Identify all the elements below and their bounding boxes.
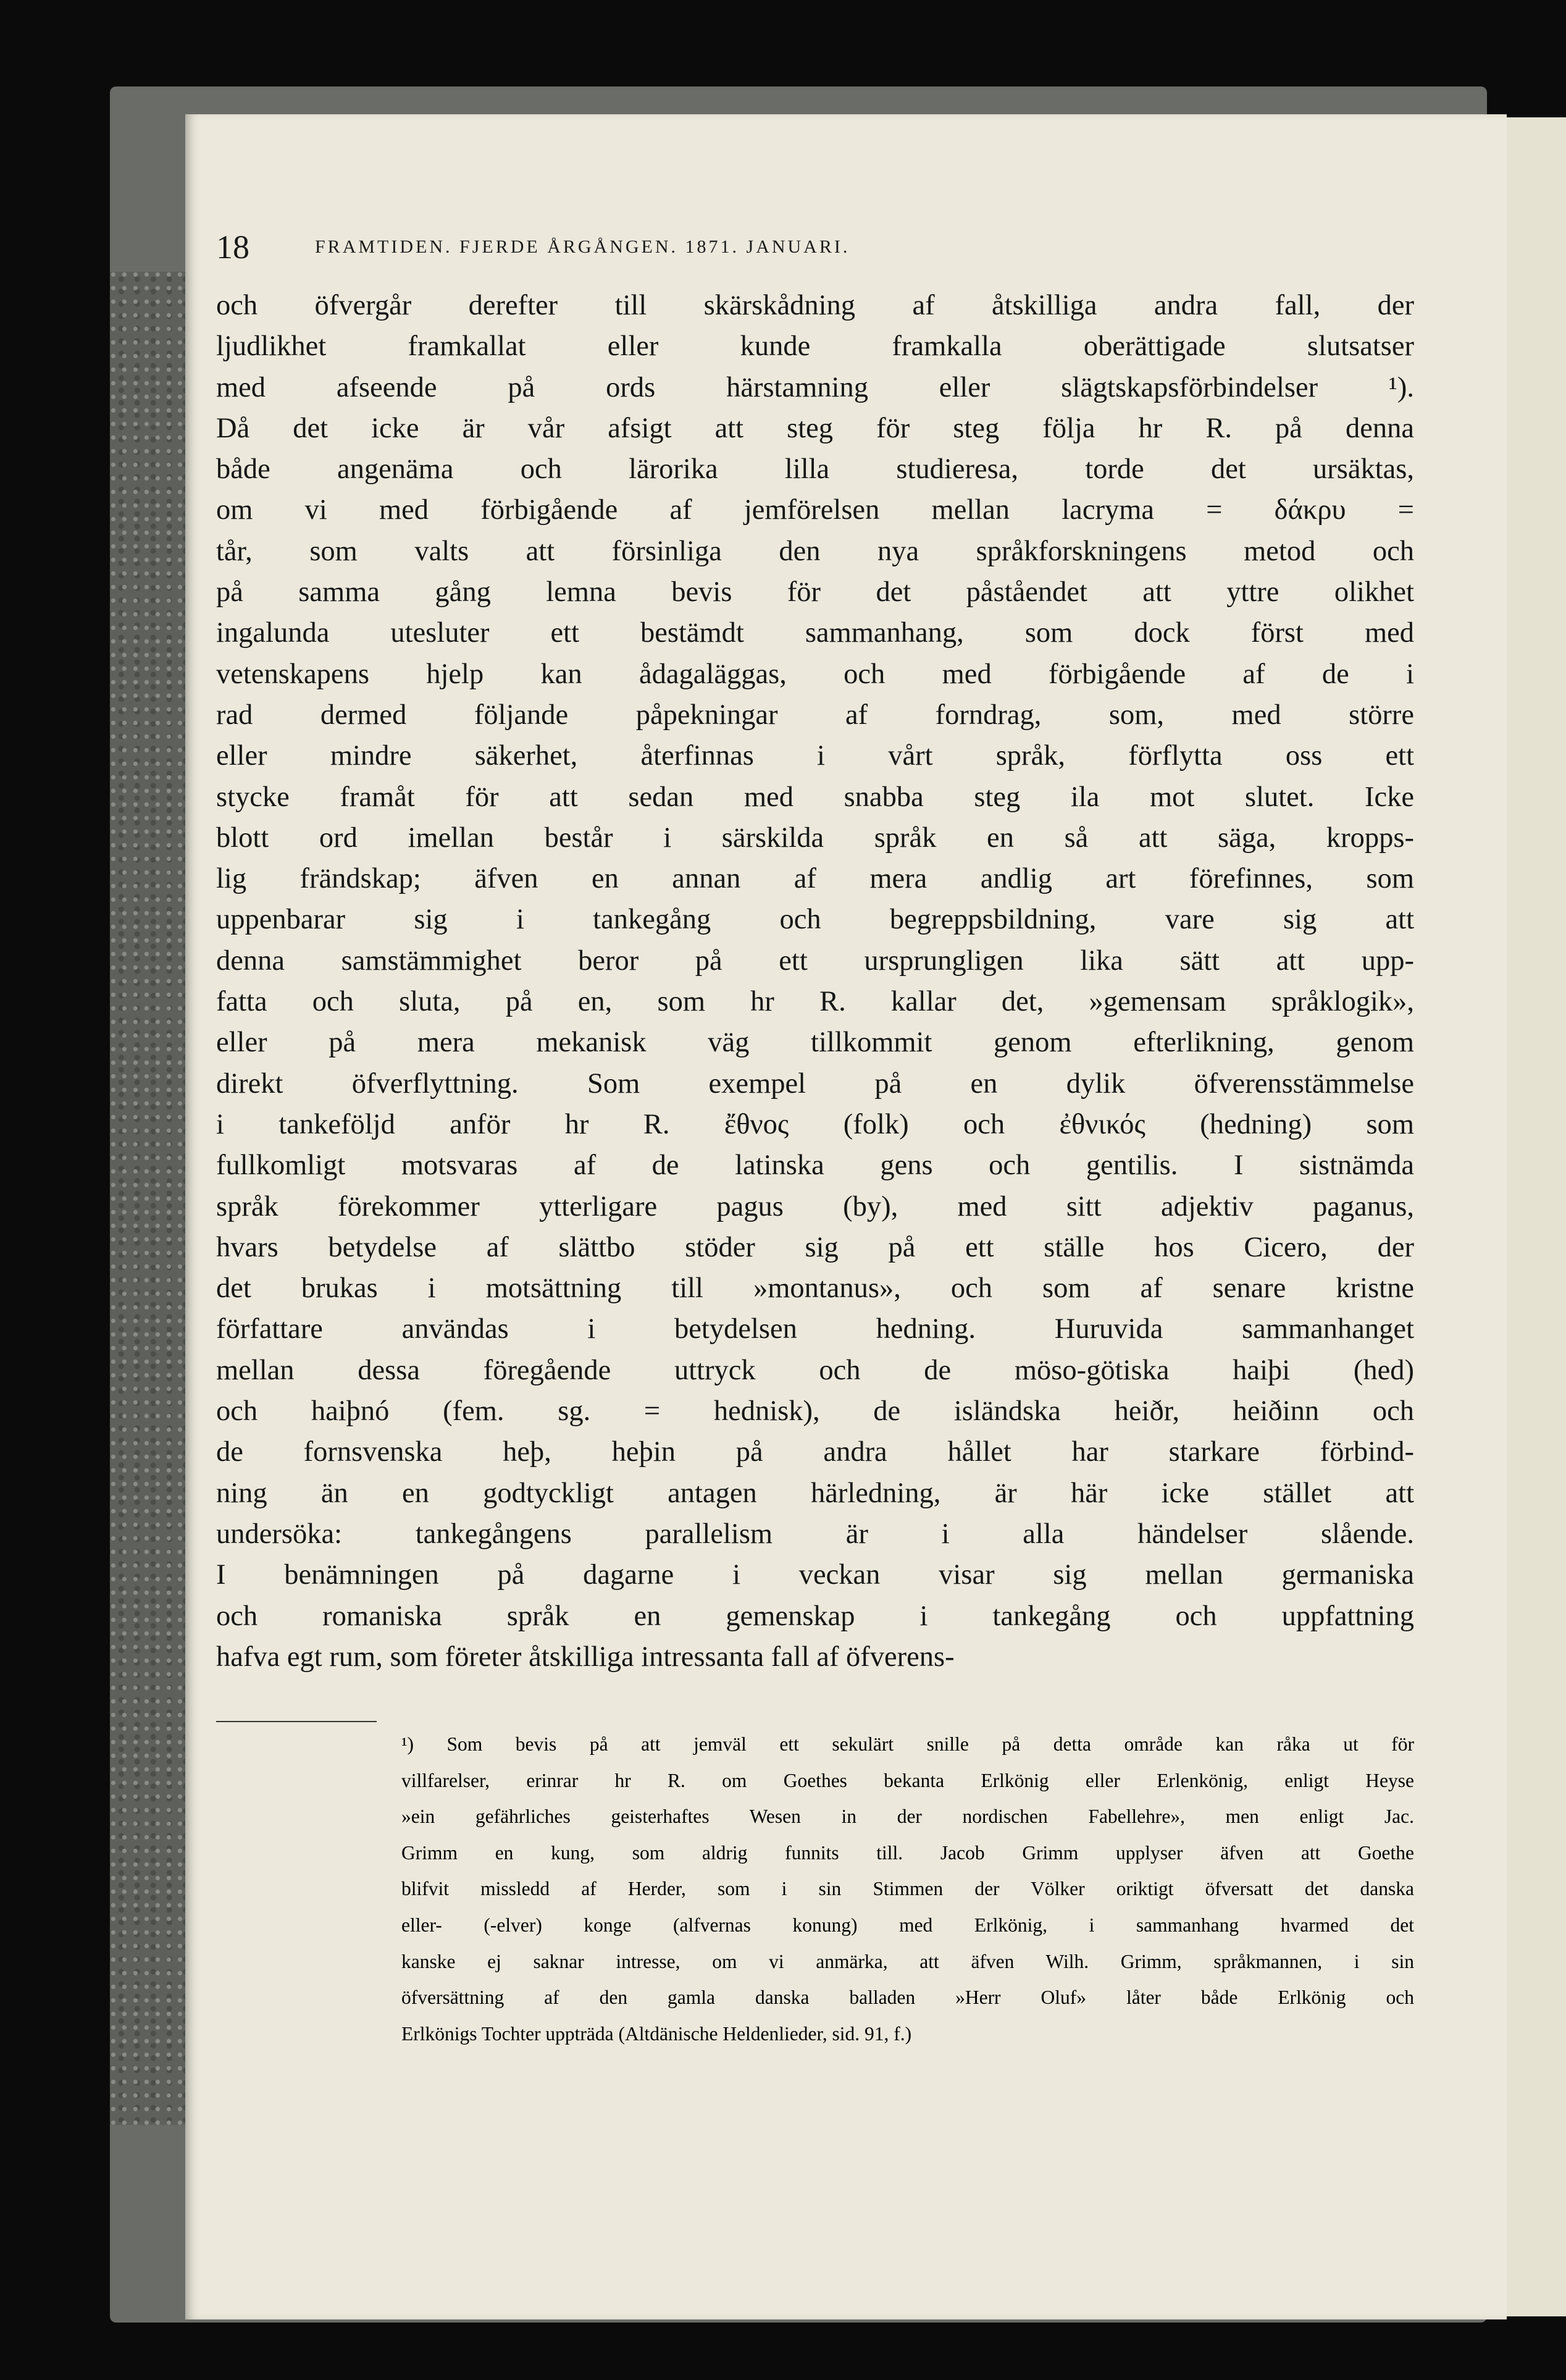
page-header [216, 222, 1278, 272]
text-line: mellan dessa föregående uttryck och de möso-götiska haiþi (hed) [216, 1354, 1414, 1386]
footnote-line: Erlkönigs Tochter uppträda (Altdänische Heldenlieder, sid. 91, f.) [401, 2022, 912, 2045]
text-line: ning än en godtyckligt antagen härledning, är här icke stället att [216, 1477, 1414, 1509]
text-line: författare användas i betydelsen hedning. Huruvida sammanhanget [216, 1313, 1414, 1345]
text-line: det brukas i motsättning till »montanus», och som af senare kristne [216, 1272, 1414, 1305]
footnote-rule [216, 1721, 377, 1722]
footnote-line: villfarelser, erinrar hr R. om Goethes bekanta Erlkönig eller Erlenkönig, enligt Heyse [401, 1769, 1414, 1791]
text-line: fullkomligt motsvaras af de latinska gens och gentilis. I sistnämda [216, 1150, 1414, 1182]
text-line: hafva egt rum, som företer åtskilliga intressanta fall af öfverens- [216, 1641, 955, 1673]
text-line: med afseende på ords härstamning eller slägtskapsförbindelser ¹). [216, 371, 1414, 403]
text-line: och haiþnó (fem. sg. = hednisk), de isländska heiðr, heiðinn och [216, 1395, 1414, 1428]
text-line: I benämningen på dagarne i veckan visar sig mellan germaniska [216, 1559, 1414, 1591]
text-line: i tankeföljd anför hr R. ἔθνος (folk) och ἐθνικός (hedning) som [216, 1108, 1414, 1140]
text-line: stycke framåt för att sedan med snabba steg ila mot slutet. Icke [216, 781, 1414, 813]
text-line: på samma gång lemna bevis för det påståendet att yttre olikhet [216, 576, 1414, 608]
footnote-line: kanske ej saknar intresse, om vi anmärka, att äfven Wilh. Grimm, språkmannen, i sin [401, 1950, 1414, 1972]
text-line: både angenäma och lärorika lilla studieresa, torde det ursäktas, [216, 453, 1414, 486]
text-line: hvars betydelse af slättbo stöder sig på ett ställe hos Cicero, der [216, 1231, 1414, 1263]
text-line: språk förekommer ytterligare pagus (by), med sitt adjektiv paganus, [216, 1190, 1414, 1222]
running-head: FRAMTIDEN. FJERDE ÅRGÅNGEN. 1871. JANUARI. [315, 237, 850, 257]
text-line: och öfvergår derefter till skärskådning af åtskilliga andra fall, der [216, 290, 1414, 321]
footnote-line: eller- (-elver) konge (alfvernas konung) med Erlkönig, i sammanhang hvarmed det [401, 1914, 1414, 1936]
body-text [216, 285, 1414, 1678]
text-line: undersöka: tankegångens parallelism är i alla händelser slående. [216, 1518, 1414, 1550]
text-line: eller mindre säkerhet, återfinnas i vårt språk, förflytta oss ett [216, 740, 1414, 772]
footnotes [401, 1726, 1414, 2052]
text-line: direkt öfverflyttning. Som exempel på en dylik öfverensstämmelse [216, 1067, 1414, 1100]
text-line: fatta och sluta, på en, som hr R. kallar det, »gemensam språklogik», [216, 986, 1414, 1018]
text-line: ljudlikhet framkallat eller kunde framkalla oberättigade slutsatser [216, 330, 1414, 363]
text-line: vetenskapens hjelp kan ådagaläggas, och med förbigående af de i [216, 658, 1414, 690]
footnote-line: Grimm en kung, som aldrig funnits till. Jacob Grimm upplyser äfven att Goethe [401, 1841, 1414, 1864]
text-line: rad dermed följande påpekningar af forndrag, som, med större [216, 699, 1414, 731]
footnote-line: ¹) Som bevis på att jemväl ett sekulärt snille på detta område kan råka ut för [401, 1733, 1414, 1755]
text-line: de fornsvenska heþ, heþin på andra hållet har starkare förbind- [216, 1436, 1414, 1468]
text-line: eller på mera mekanisk väg tillkommit genom efterlikning, genom [216, 1027, 1414, 1059]
text-line: blott ord imellan består i särskilda språk en så att säga, kropps- [216, 822, 1414, 854]
text-line: och romaniska språk en gemenskap i tankegång och uppfattning [216, 1600, 1414, 1632]
text-line: uppenbarar sig i tankegång och begreppsbildning, vare sig att [216, 904, 1414, 936]
text-line: ingalunda utesluter ett bestämdt sammanhang, som dock först med [216, 617, 1414, 649]
text-line: tår, som valts att försinliga den nya språkforskningens metod och [216, 535, 1414, 567]
text-line: denna samstämmighet beror på ett ursprungligen lika sätt att upp- [216, 944, 1414, 977]
text-line: om vi med förbigående af jemförelsen mellan lacryma = δάκρυ = [216, 494, 1414, 526]
footnote-line: »ein gefährliches geisterhaftes Wesen in der nordischen Fabellehre», men enligt Jac. [401, 1806, 1414, 1828]
footnote-line: blifvit missledd af Herder, som i sin Stimmen der Völker oriktigt öfversatt det danska [401, 1878, 1414, 1900]
page-number: 18 [216, 229, 249, 266]
text-line: Då det icke är vår afsigt att steg för steg följa hr R. på denna [216, 412, 1414, 444]
text-line: lig frändskap; äfven en annan af mera andlig art förefinnes, som [216, 863, 1414, 895]
footnote-line: öfversättning af den gamla danska balladen »Herr Oluf» låter både Erlkönig och [401, 1987, 1414, 2009]
